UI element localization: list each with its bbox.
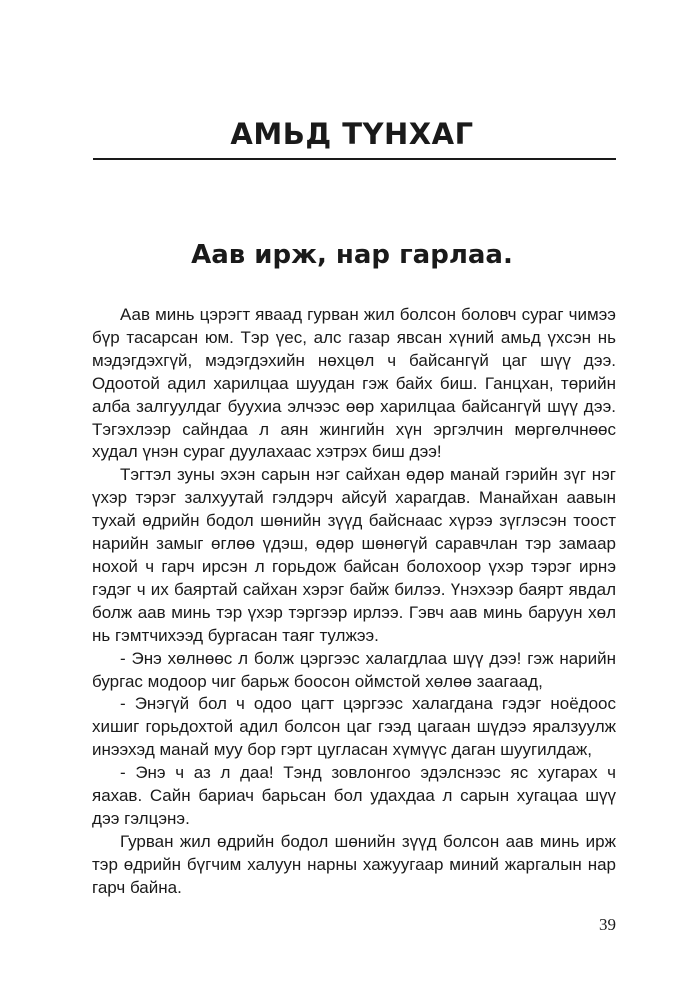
paragraph: Гурван жил өдрийн бодол шөнийн зүүд болсон аав минь ирж тэр өдрийн бүгчим халуун нарны хажуугаар миний жаргалын нар гарч байна. [92, 831, 616, 897]
paragraph: Аав минь цэрэгт яваад гурван жил болсон боловч сураг чимээ бүр тасарсан юм. Тэр үес, алс газар явсан хүний амьд үхсэн нь мэдэгдэхгүй, мэдэгдэхийн нөхцөл ч байсангүй цаг шүү дээ. Одоотой адил харилцаа шуудан гэж байх биш. Ганцхан, төрийн алба залгуулдаг буухиа элчээс өөр харилцаа байсангүй шүү дээ. Тэгэхлээр сайндаа л аян жингийн хүн эргэлчин мөргөлчнөөс худал үнэн сураг дуулахаас хэтрэх биш дээ! [92, 305, 616, 462]
body-text [92, 304, 616, 900]
paragraph: - Энэ хөлнөөс л болж цэргээс халагдлаа шүү дээ! гэж нарийн бургас модоор чиг барьж боосон оймстой хөлөө заагаад, [92, 648, 616, 691]
paragraph: - Энэгүй бол ч одоо цагт цэргээс халагдана гэдэг ноёдоос хишиг горьдохтой адил болсон цаг гээд цагаан шүдээ яралзуулж инээхэд манай муу бор гэрт цугласан хүмүүс даган шуугилдаж, [92, 694, 616, 760]
page-number: 39 [599, 915, 616, 934]
paragraph: - Энэ ч аз л даа! Тэнд зовлонгоо эдэлснээс яс хугарах ч яахав. Сайн бариач барьсан бол удахдаа л сарын хугацаа шүү дээ гэлцэнэ. [92, 763, 616, 828]
heading-rule [93, 158, 616, 160]
paragraph: Тэгтэл зуны эхэн сарын нэг сайхан өдөр манай гэрийн зүг нэг үхэр тэрэг залхуутай гэлдэрч айсуй харагдав. Манайхан аавын тухай өдрийн бодол шөнийн зүүд байснаас хүрээ зүглэсэн тоост нарийн замыг өглөө үдэш, өдөр шөнөгүй саравчлан тэр замаар нохой ч гарч ирсэн л горьдож байсан болохоор үхэр тэрэг ирнэ гэдэг ч их баяртай сайхан хэрэг байж билээ. Үнэхээр баярт явдал болж аав минь тэр үхэр тэргээр ирлээ. Гэвч аав минь баруун хөл нь гэмтчихээд бургасан таяг тулжээ. [92, 465, 616, 645]
chapter-title: Аав ирж, нар гарлаа. [191, 240, 513, 270]
section-heading: АМЬД ТҮНХАГ [230, 117, 474, 151]
